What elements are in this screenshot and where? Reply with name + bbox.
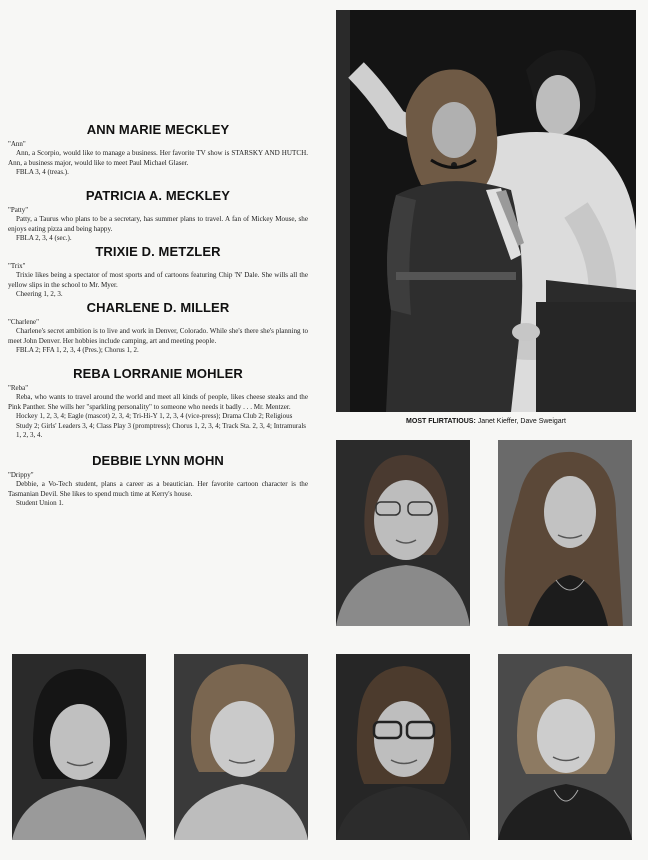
bio-description: Trixie likes being a spectator of most sports and of cartoons featuring Chip 'N' Dale. She wills all the yellow slips in the school to Mr. Myer. [8, 271, 308, 289]
bio-nickname: "Charlene" [8, 318, 39, 326]
bio-nickname: "Trix" [8, 262, 26, 270]
bio-description: Reba, who wants to travel around the world and meet all kinds of people, likes cheese steaks and the Pink Panther. She wills her "sparkling personality" to someone who needs it badly . . . Mr. Mentzer. [8, 393, 308, 411]
bio-description: Patty, a Taurus who plans to be a secretary, has summer plans to travel. A fan of Mickey Mouse, she enjoys eating pizza and being happy. [8, 215, 308, 233]
portrait-2 [498, 440, 632, 626]
bio-nickname: "Ann" [8, 140, 26, 148]
most-flirtatious-photo [336, 10, 636, 412]
bio-nickname: "Patty" [8, 206, 29, 214]
bio-activities: Cheering 1, 2, 3. [16, 290, 63, 298]
bio-activities: Hockey 1, 2, 3, 4; Eagle (mascot) 2, 3, 4; Tri-Hi-Y 1, 2, 3, 4 (vice-press); Drama Club 2; Religious Study 2; Girls' Leaders 3, 4; Class Play 3 (promptress); Chorus 1, 2, 3, 4; Track Sta. 2, 3, 4; Intramurals 1, 2, 3, 4. [16, 412, 306, 439]
bio-ann-marie-meckley [8, 122, 308, 178]
bio-debbie-lynn-mohn [8, 453, 308, 509]
bio-activities: FBLA 2, 3, 4 (sec.). [16, 234, 72, 242]
bio-description: Charlene's secret ambition is to live and work in Denver, Colorado. While she's there she's planning to meet John Denver. Her hobbies include camping, art and meeting people. [8, 327, 308, 345]
portrait-5 [336, 654, 470, 840]
bio-description: Ann, a Scorpio, would like to manage a business. Her favorite TV show is STARSKY AND HUTCH. Ann, a business major, would like to meet Paul Michael Glaser. [8, 149, 308, 167]
bio-charlene-d-miller [8, 300, 308, 356]
photo-caption [336, 418, 636, 425]
bio-name: ANN MARIE MECKLEY [86, 122, 230, 137]
bio-name: CHARLENE D. MILLER [86, 300, 230, 315]
caption-label: MOST FLIRTATIOUS: [406, 418, 476, 425]
bio-nickname: "Drippy" [8, 471, 34, 479]
caption-names: Janet Kieffer, Dave Sweigart [477, 418, 566, 425]
bio-activities: Student Union 1. [16, 499, 64, 507]
bio-activities: FBLA 2; FFA 1, 2, 3, 4 (Pres.); Chorus 1, 2. [16, 346, 139, 354]
bio-reba-lorranie-mohler [8, 366, 308, 441]
bio-name: DEBBIE LYNN MOHN [92, 453, 224, 468]
bio-activities: FBLA 3, 4 (treas.). [16, 168, 69, 176]
bio-name: PATRICIA A. MECKLEY [85, 188, 231, 203]
portrait-3 [12, 654, 146, 840]
portrait-6 [498, 654, 632, 840]
bio-name: REBA LORRANIE MOHLER [73, 366, 243, 381]
portrait-4 [174, 654, 308, 840]
portrait-1 [336, 440, 470, 626]
bio-nickname: "Reba" [8, 384, 29, 392]
bio-description: Debbie, a Vo-Tech student, plans a career as a beautician. Her favorite cartoon character is the Tasmanian Devil. She likes to spend much time at Kerry's house. [8, 480, 308, 498]
bio-name: TRIXIE D. METZLER [95, 244, 221, 259]
bio-trixie-d-metzler [8, 244, 308, 300]
bio-patricia-a-meckley [8, 188, 308, 244]
